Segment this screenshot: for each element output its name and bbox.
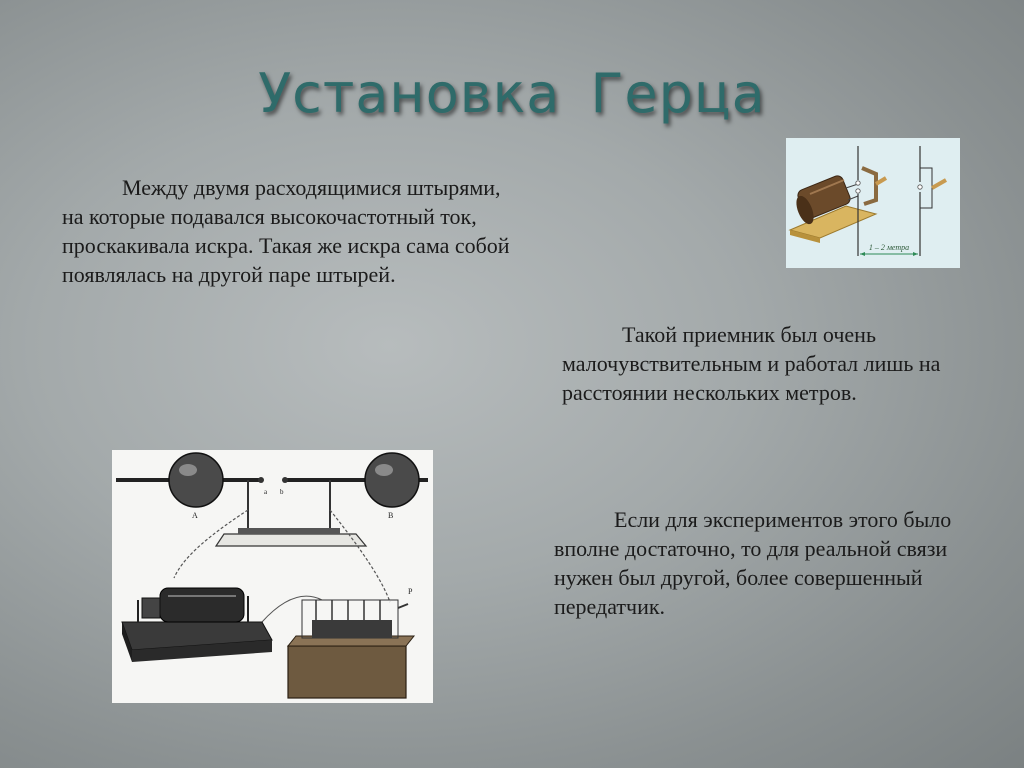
spark-knob-right [282,477,288,483]
induction-coil [160,588,244,622]
hertz-apparatus-svg [112,450,433,703]
distance-arrow-left [860,252,865,256]
hertz-apparatus-figure [112,450,433,703]
stand-bar [238,528,340,534]
cell-plates [312,620,392,638]
receiver-spark-ball [918,185,922,189]
hertz-schematic-svg [786,138,960,268]
paragraph-receiver-sensitivity [562,320,962,407]
sphere-left [169,453,223,507]
sphere-highlight [179,464,197,476]
label-a-lower: a [264,488,268,496]
label-b-upper: B [388,511,394,520]
hertz-schematic-figure [786,138,960,268]
paragraph-text: Между двумя расходящимися штырями, на которые подавался высокочастотный ток, проскакивала искра. Такая же искра сама собой появлялась на другой паре штырей. [62,175,510,287]
receiver-knob [932,180,946,188]
label-a-upper: A [192,511,198,520]
sphere-right [365,453,419,507]
crank-handle [398,604,408,608]
sphere-highlight [375,464,393,476]
paragraph-transmitter-need [554,505,974,621]
transmitter-handle [862,168,876,204]
paragraph-text: Если для экспериментов этого было вполне достаточно, то для реальной связи нужен был другой, более совершенный передатчик. [554,507,952,619]
label-b-lower: b [280,488,284,496]
spark-gap [262,475,284,485]
wire [330,510,390,602]
label-p: P [408,587,413,596]
coil-interrupter [142,598,160,618]
battery-box [288,646,406,698]
spark-knob-left [258,477,264,483]
paragraph-spark-description [62,173,522,289]
paragraph-text: Такой приемник был очень малочувствительным и работал лишь на расстоянии нескольких метров. [562,322,941,405]
spark-ball [856,181,860,185]
spark-ball [856,189,860,193]
distance-label: 1 – 2 метра [868,243,910,252]
slide-title: Установка Герца [258,62,766,125]
stand-plate [216,534,366,546]
distance-arrow-right [913,252,918,256]
